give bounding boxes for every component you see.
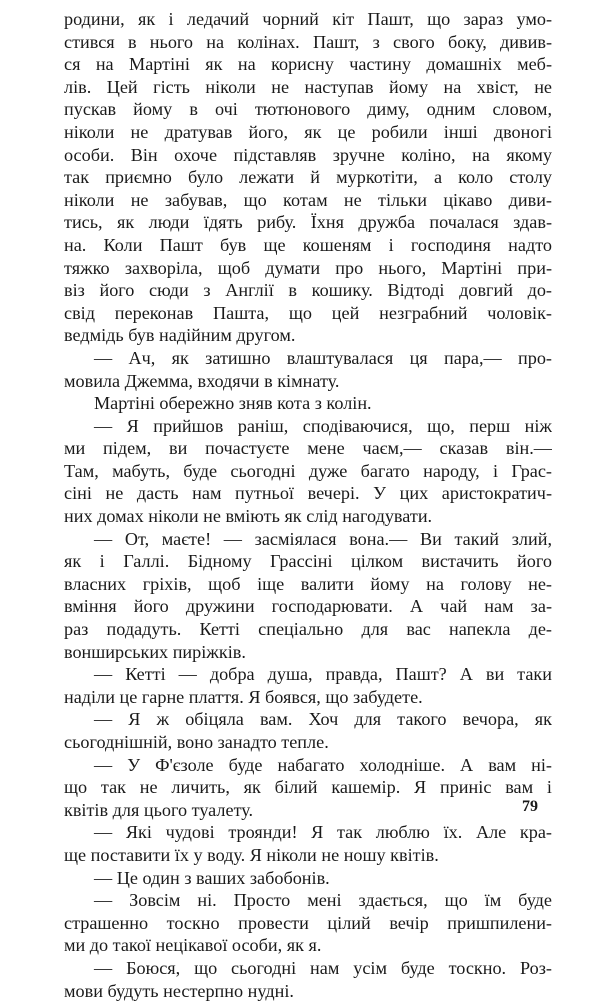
text-line: родини, як і ледачий чорний кіт Пашт, що зараз умо- — [64, 9, 552, 29]
text-line: ніколи не забував, що котам не тільки цікаво диви- — [64, 189, 552, 210]
page-number: 79 — [522, 798, 538, 815]
text-line: що так не личить, як білий кашемір. Я приніс вам і — [64, 777, 552, 798]
text-line: Там, мабуть, буде сьогодні дуже багато народу, і Грас- — [64, 460, 552, 481]
text-line: ведмідь був надійним другом. — [64, 325, 296, 346]
text-line: ще поставити їх у воду. Я ніколи не ношу квітів. — [64, 844, 439, 865]
text-line: ся на Мартіні як на корисну частину домашніх меб- — [64, 54, 552, 75]
text-line: власних гріхів, щоб іще валити йому на голову не- — [64, 573, 552, 594]
text-line: на. Коли Пашт був ще кошеням і господиня надто — [64, 234, 552, 255]
text-line: Мартіні обережно зняв кота з колін. — [94, 393, 372, 414]
text-line: вміння його дружини господарювати. А чай нам за- — [64, 596, 552, 617]
text-line: пускав йому в очі тютюнового диму, одним словом, — [64, 99, 552, 120]
text-line: — У Ф'єзоле буде набагато холодніше. А вам ні- — [94, 754, 552, 775]
text-line: сіні не дасть нам путньої вечері. У цих аристократич- — [64, 483, 552, 504]
text-line: раз подадуть. Кетті спеціально для вас напекла де- — [64, 619, 552, 640]
text-line: стився в нього на колінах. Пашт, з свого боку, дивив- — [64, 31, 552, 52]
text-line: наділи це гарне плаття. Я боявся, що забудете. — [64, 686, 423, 707]
text-line: — Зовсім ні. Просто мені здається, що їм буде — [94, 890, 552, 911]
text-line: сьогоднішній, воно занадто тепле. — [64, 732, 329, 752]
text-line: як і Галлі. Бідному Грассіні цілком вистачить його — [64, 551, 552, 572]
text-line: — Це один з ваших забобонів. — [94, 867, 330, 888]
text-line: — Які чудові троянди! Я так люблю їх. Але кра- — [94, 822, 552, 843]
text-line: ми підем, ви почастуєте мене чаєм,— сказав він.— — [64, 438, 552, 459]
text-line: — Ач, як затишно влаштувалася ця пара,— про- — [94, 347, 552, 368]
text-line: ми до такої нецікавої особи, як я. — [64, 935, 322, 956]
text-line: особи. Він охоче підставляв зручне коліно, на якому — [64, 144, 552, 165]
text-line: віз його сюди з Англії в кошику. Відтоді довгий до- — [64, 280, 552, 301]
text-line: — Боюся, що сьогодні нам усім буде тоскно. Роз- — [94, 957, 552, 978]
text-line: — Кетті — добра душа, правда, Пашт? А ви таки — [94, 664, 552, 685]
text-line: лів. Цей гість ніколи не наступав йому на хвіст, не — [64, 76, 552, 97]
text-line: так приємно було лежати й муркотіти, а коло столу — [64, 167, 552, 188]
text-line: тись, як люди їдять рибу. Їхня дружба почалася здав- — [64, 212, 552, 233]
text-line: — От, маєте! — засміялася вона.— Ви такий злий, — [94, 528, 552, 549]
text-line: вонширських пиріжків. — [64, 641, 246, 662]
text-line: страшенно тоскно провести цілий вечір пришпилени- — [64, 912, 552, 933]
text-line: мовила Джемма, входячи в кімнату. — [64, 370, 340, 391]
text-line: мови будуть нестерпно нудні. — [64, 980, 294, 1001]
text-line: них домах ніколи не вміють як слід нагодувати. — [64, 506, 433, 527]
text-line: квітів для цього туалету. — [64, 799, 254, 820]
text-line: — Я прийшов раніш, сподіваючися, що, перш ніж — [94, 415, 552, 436]
text-line: — Я ж обіцяла вам. Хоч для такого вечора, як — [94, 709, 552, 730]
text-line: свід переконав Пашта, що цей незграбний чоловік- — [64, 302, 552, 323]
text-line: тяжко захворіла, щоб думати про нього, Мартіні при- — [64, 257, 552, 278]
body-text — [64, 8, 552, 1002]
text-line: ніколи не дратував його, як це робили інші двоногі — [64, 121, 552, 142]
